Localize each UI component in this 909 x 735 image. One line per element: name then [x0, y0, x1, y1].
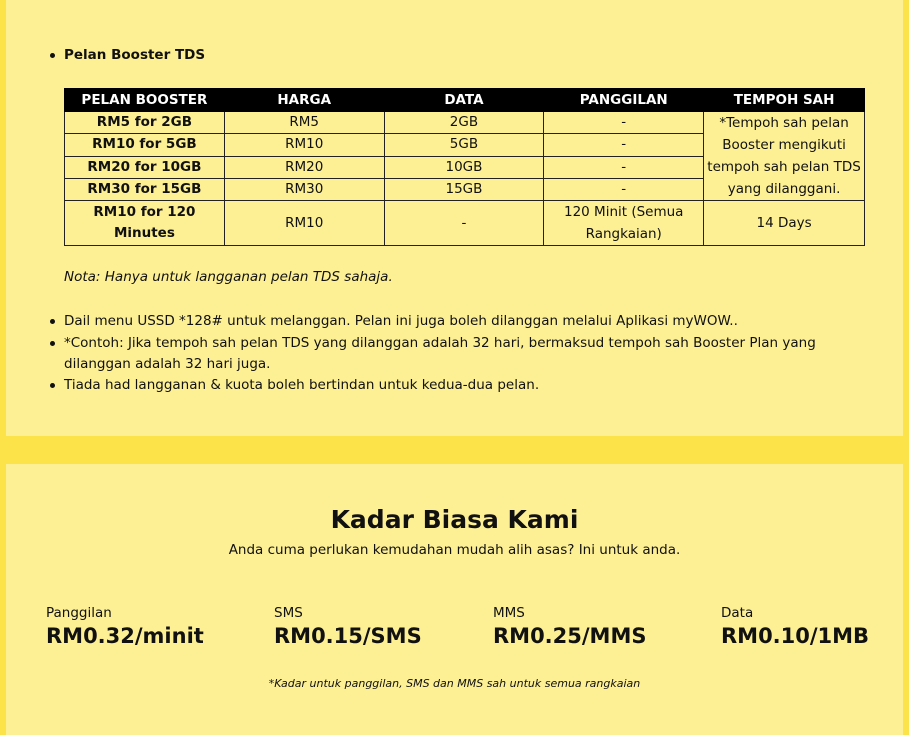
rate-value: RM0.15/SMS	[274, 624, 422, 648]
rate-label: Panggilan	[46, 605, 112, 621]
cell-price: RM10	[224, 201, 384, 246]
bullet-no-limit: Tiada had langganan & kuota boleh bertindan untuk kedua-dua pelan.	[64, 375, 539, 396]
table-row	[65, 112, 865, 134]
cell-calls: -	[544, 156, 704, 178]
bullet-example: *Contoh: Jika tempoh sah pelan TDS yang dilanggan adalah 32 hari, bermaksud tempoh sah Booster Plan yang dilanggan adalah 32 hari juga.	[64, 333, 844, 375]
booster-section-title: Pelan Booster TDS	[64, 45, 205, 66]
rate-value: RM0.32/minit	[46, 624, 204, 648]
cell-data: 10GB	[384, 156, 544, 178]
cell-plan: RM30 for 15GB	[65, 178, 225, 200]
cell-plan: RM5 for 2GB	[65, 112, 225, 134]
cell-data: 5GB	[384, 134, 544, 156]
cell-plan: RM20 for 10GB	[65, 156, 225, 178]
booster-note: Nota: Hanya untuk langganan pelan TDS sahaja.	[64, 269, 393, 285]
cell-plan: RM10 for 5GB	[65, 134, 225, 156]
header-calls: PANGGILAN	[544, 89, 704, 112]
cell-price: RM10	[224, 134, 384, 156]
rate-data	[721, 604, 869, 650]
header-validity: TEMPOH SAH	[704, 89, 865, 112]
rate-sms	[274, 604, 422, 650]
cell-price: RM5	[224, 112, 384, 134]
cell-data: 15GB	[384, 178, 544, 200]
rate-label: SMS	[274, 605, 303, 621]
cell-validity-shared: *Tempoh sah pelan Booster mengikuti tempoh sah pelan TDS yang dilanggani.	[704, 112, 865, 201]
booster-table	[64, 88, 865, 246]
cell-plan: RM10 for 120 Minutes	[65, 201, 225, 246]
table-row	[65, 201, 865, 246]
cell-validity: 14 Days	[704, 201, 865, 246]
bullet-ussd: Dail menu USSD *128# untuk melanggan. Pelan ini juga boleh dilanggan melalui Aplikasi myWOW..	[64, 311, 738, 332]
rates-subtitle: Anda cuma perlukan kemudahan mudah alih asas? Ini untuk anda.	[228, 542, 681, 558]
rate-label: Data	[721, 605, 754, 621]
cell-price: RM20	[224, 156, 384, 178]
rate-calls	[46, 604, 204, 650]
header-plan: PELAN BOOSTER	[65, 89, 225, 112]
rates-footnote: *Kadar untuk panggilan, SMS dan MMS sah untuk semua rangkaian	[268, 677, 641, 690]
header-price: HARGA	[224, 89, 384, 112]
cell-calls: -	[544, 134, 704, 156]
cell-calls: 120 Minit (Semua Rangkaian)	[544, 201, 704, 246]
cell-calls: -	[544, 178, 704, 200]
cell-data: -	[384, 201, 544, 246]
rate-label: MMS	[493, 605, 525, 621]
rate-value: RM0.25/MMS	[493, 624, 647, 648]
rate-mms	[493, 604, 646, 650]
cell-price: RM30	[224, 178, 384, 200]
rate-value: RM0.10/1MB	[721, 624, 870, 648]
table-header-row	[65, 89, 865, 112]
cell-data: 2GB	[384, 112, 544, 134]
header-data: DATA	[384, 89, 544, 112]
rates-title: Kadar Biasa Kami	[330, 505, 579, 534]
cell-calls: -	[544, 112, 704, 134]
